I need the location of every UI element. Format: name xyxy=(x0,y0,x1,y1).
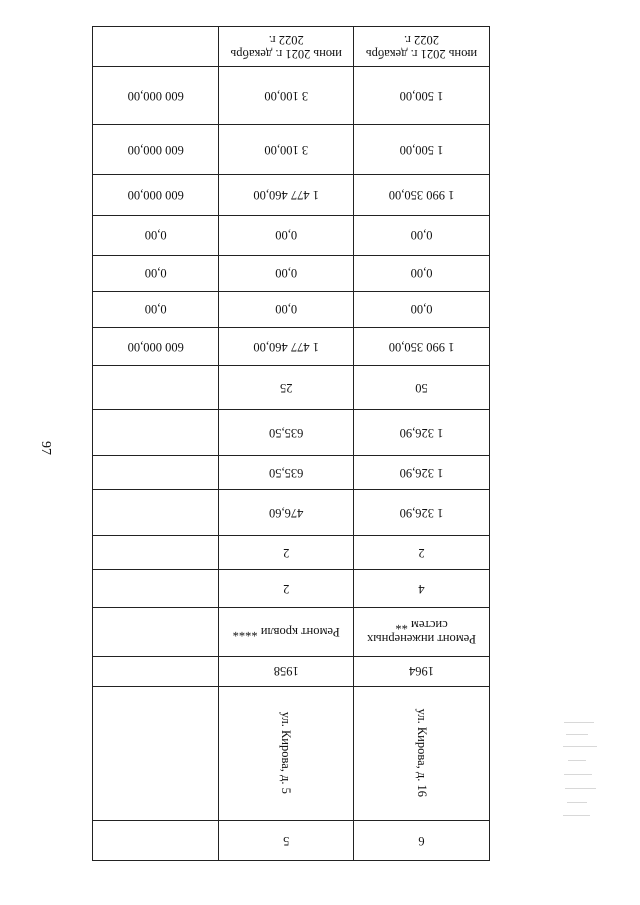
table-cell xyxy=(219,686,354,820)
table-cell xyxy=(93,820,219,860)
table-cell: 1 326,90 xyxy=(354,409,490,455)
table-cell: 2 xyxy=(219,536,354,570)
table-cell: 635,50 xyxy=(219,456,354,490)
table-cell: 2 xyxy=(219,570,354,608)
table-row xyxy=(93,255,490,291)
table-cell xyxy=(93,456,219,490)
table-row xyxy=(93,291,490,327)
table-row xyxy=(93,686,490,820)
table-cell: Ремонт кровли **** xyxy=(219,608,354,656)
table-cell: 25 xyxy=(219,365,354,409)
table-cell: 635,50 xyxy=(219,409,354,455)
table-row xyxy=(93,456,490,490)
table-cell: 5 xyxy=(219,820,354,860)
table-row xyxy=(93,608,490,656)
table-cell: 0,00 xyxy=(93,291,219,327)
scan-artifact xyxy=(562,716,600,821)
table-row xyxy=(93,490,490,536)
page-number: 97 xyxy=(38,441,53,455)
table-cell: 3 100,00 xyxy=(219,67,354,125)
table-cell: 0,00 xyxy=(219,255,354,291)
table-cell: 1 477 460,00 xyxy=(219,175,354,215)
table-cell: 2 xyxy=(354,536,490,570)
table-row xyxy=(93,409,490,455)
table-row xyxy=(93,27,490,67)
table-cell: 6 xyxy=(354,820,490,860)
table-cell: 0,00 xyxy=(354,215,490,255)
table-cell: 0,00 xyxy=(93,215,219,255)
table-cell: Ремонт инженерных систем ** xyxy=(354,608,490,656)
table-cell: 0,00 xyxy=(93,255,219,291)
table-cell: 600 000,00 xyxy=(93,125,219,175)
table-cell: 1 326,90 xyxy=(354,456,490,490)
table-cell xyxy=(354,686,490,820)
table-cell xyxy=(93,536,219,570)
table-cell: 50 xyxy=(354,365,490,409)
table-cell: 1 326,90 xyxy=(354,490,490,536)
data-table xyxy=(92,26,490,861)
table-cell xyxy=(93,365,219,409)
table-cell: 1 500,00 xyxy=(354,67,490,125)
table-row xyxy=(93,570,490,608)
address-text: ул. Кирова, д. 16 xyxy=(414,709,429,798)
table-cell: июнь 2021 г. декабрь 2022 г. xyxy=(219,27,354,67)
table-cell: 1 477 460,00 xyxy=(219,327,354,365)
table-row xyxy=(93,536,490,570)
table-cell: 1 990 350,00 xyxy=(354,175,490,215)
table-row xyxy=(93,327,490,365)
table-cell xyxy=(93,608,219,656)
table-row xyxy=(93,175,490,215)
table-cell: июнь 2021 г. декабрь 2022 г. xyxy=(354,27,490,67)
table-cell: 600 000,00 xyxy=(93,327,219,365)
table-row xyxy=(93,820,490,860)
address-text: ул. Кирова, д. 5 xyxy=(279,712,294,795)
table-cell: 3 100,00 xyxy=(219,125,354,175)
table-cell: 600 000,00 xyxy=(93,175,219,215)
table-container xyxy=(92,26,490,861)
table-cell: 0,00 xyxy=(354,291,490,327)
table-row xyxy=(93,125,490,175)
table-cell: 476,60 xyxy=(219,490,354,536)
table-cell xyxy=(93,686,219,820)
table-cell: 0,00 xyxy=(219,215,354,255)
table-cell: 1 990 350,00 xyxy=(354,327,490,365)
table-cell xyxy=(93,490,219,536)
table-row xyxy=(93,365,490,409)
table-cell: 0,00 xyxy=(219,291,354,327)
table-cell: 1958 xyxy=(219,656,354,686)
table-cell xyxy=(93,27,219,67)
table-cell: 600 000,00 xyxy=(93,67,219,125)
table-row xyxy=(93,67,490,125)
table-row xyxy=(93,215,490,255)
table-cell xyxy=(93,570,219,608)
table-cell: 1 500,00 xyxy=(354,125,490,175)
table-cell: 0,00 xyxy=(354,255,490,291)
table-cell xyxy=(93,656,219,686)
table-row xyxy=(93,656,490,686)
table-cell: 4 xyxy=(354,570,490,608)
table-cell xyxy=(93,409,219,455)
table-cell: 1964 xyxy=(354,656,490,686)
